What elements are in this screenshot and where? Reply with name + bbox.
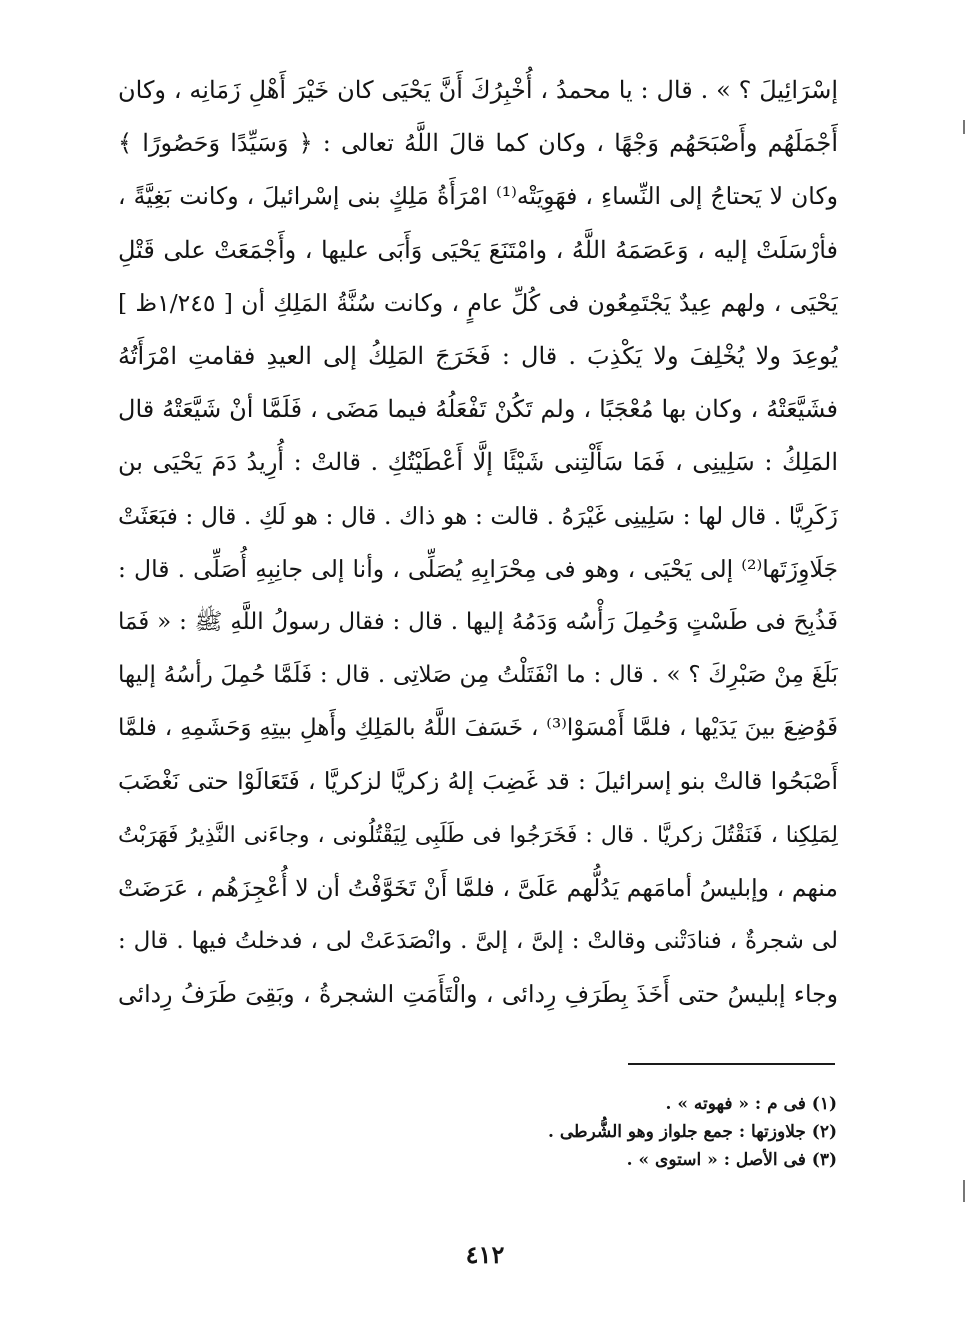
- text-line: وجاء إبليسُ حتى أَخَذَ بِطَرَفِ رِدائى ، والْتَأَمَتِ الشجرةُ ، وبَقِىَ طَرَفُ رِدائى: [118, 980, 838, 1009]
- text-line: وكان لا يَحتاجُ إلى النِّساءِ ، فهَوِيَتْه⁽¹⁾ امْرَأَةُ مَلِكٍ بنى إسْرائيلَ ، وكانت بَغِيَّةً ،: [118, 182, 838, 211]
- footnotes: [400, 1090, 837, 1174]
- text-line: لى شجرةٌ ، فنادَتْنى وقالتْ : إلىَّ ، إلىَّ . وانْصَدَعَتْ لى ، فدخلتُ فيها . قال :: [118, 928, 838, 954]
- scan-edge-mark: [963, 1180, 965, 1202]
- footnote-separator: [628, 1063, 835, 1065]
- text-line: لِمَلِكِنا ، فَنَقْتُلَ زكريَّا . قال : فَخَرَجُوا فى طَلَبِى لِيَقْتُلُونى ، وجاءَنى النَّذِيرُ فَهَرَبْتُ: [118, 822, 838, 848]
- text-line: يُوعِدَ ولا يُخْلِفَ ولا يَكْذِبَ . قال : فَخَرَجَ المَلِكُ إلى العيدِ فقامتِ امْرَأَتُهُ: [118, 341, 838, 370]
- footnote-3: (٣) فى الأصل : « استوى » .: [626, 1150, 837, 1170]
- text-line: فأرْسَلَتْ إليه ، وَعَصَمَهُ اللَّهُ ، وامْتَنَعَ يَحْيَى وَأَبَى عليها ، وأَجْمَعَتْ على قَتْلِ: [118, 235, 838, 264]
- text-line: فَذُبِحَ فى طَسْتٍ وَحُمِلَ رَأْسُه وَدَمُهُ إليها . قال : فقال رسولُ اللَّهِ ﷺ : « فَمَا: [118, 608, 838, 635]
- text-line: زَكَرِيَّا . قال لها : سَلِينِى غَيْرَهُ . قالت : هو ذاك . قال : هو لَكِ . قال : فبَعَثَتْ: [118, 501, 838, 530]
- main-text-block: [118, 64, 838, 1021]
- text-line: المَلِكُ : سَلِينِى ، فَمَا سَأَلْتِنى شَيْئًا إلَّا أَعْطَيْتُكِ . قالتْ : أُرِيدُ دَمَ يَحْيَى بن: [118, 448, 838, 477]
- text-line: أَجْمَلَهُم وأَصْبَحَهُم وَجْهًا ، وكان كما قالَ اللَّهُ تعالى : ﴿ وَسَيِّدًا وَحَصُورًا ﴾: [118, 129, 838, 158]
- text-line: جَلَاوِزَتَها⁽²⁾ إلى يَحْيَى ، وهو فى مِحْرَابِهِ يُصَلِّى ، وأنا إلى جانِبِهِ أُصَلِّى . قال :: [118, 554, 838, 583]
- text-line: منهم ، وإبليسُ أمامَهم يَدُلُّهم عَلَىَّ ، فلمَّا أَنْ تَخَوَّفْتُ أن لا أُعْجِزَهُم ، عَرَضَتْ: [118, 873, 838, 902]
- text-line: يَحْيَى ، ولهم عِيدٌ يَجْتَمِعُون فى كُلِّ عامٍ ، وكانت سُنَّةُ المَلِكِ أن [ ١/٢٤٥ظ ]: [118, 288, 838, 317]
- footnote-2: (٢) جلاوزتها : جمع جلواز وهو الشُّرطى .: [547, 1122, 837, 1142]
- text-line: بَلَغَ مِنْ صَبْرِكَ ؟ » . قال : ما انْفَتَلْتُ مِن صَلاتِى . قال : فَلَمَّا حُمِلَ رأسُهُ إليها: [118, 662, 838, 689]
- text-line: إسْرَائِيلَ ؟ » . قال : يا محمدُ ، أُخْبِرُكَ أَنَّ يَحْيَى كان خَيْرَ أَهْلِ زَمَانِه ، وكان: [118, 76, 838, 104]
- footnote-1: (١) فى م : « فهوته » .: [665, 1094, 837, 1114]
- scan-edge-mark: [963, 120, 965, 134]
- text-line: أَصْبَحُوا قالتْ بنو إسرائيلَ : قد غَضِبَ إلهُ زكريَّا لزكريَّا ، فَتَعَالَوْا حتى نَغْضَبَ: [118, 767, 838, 796]
- page-number: ٤١٢: [465, 1240, 505, 1269]
- text-line: فَوُضِعَ بينَ يَدَيْها ، فلمَّا أَمْسَوْا⁽³⁾ ، خَسَفَ اللَّهُ بالمَلِكِ وأَهلِ بيتِهِ وَحَشَمِهِ ، فلمَّا: [118, 715, 838, 742]
- text-line: فشَيَّعَتْهُ ، وكان بها مُعْجَبًا ، ولم تَكُنْ تَفْعَلُهُ فيما مَضَى ، فَلَمَّا أنْ شَيَّعَتْهُ قال: [118, 395, 838, 424]
